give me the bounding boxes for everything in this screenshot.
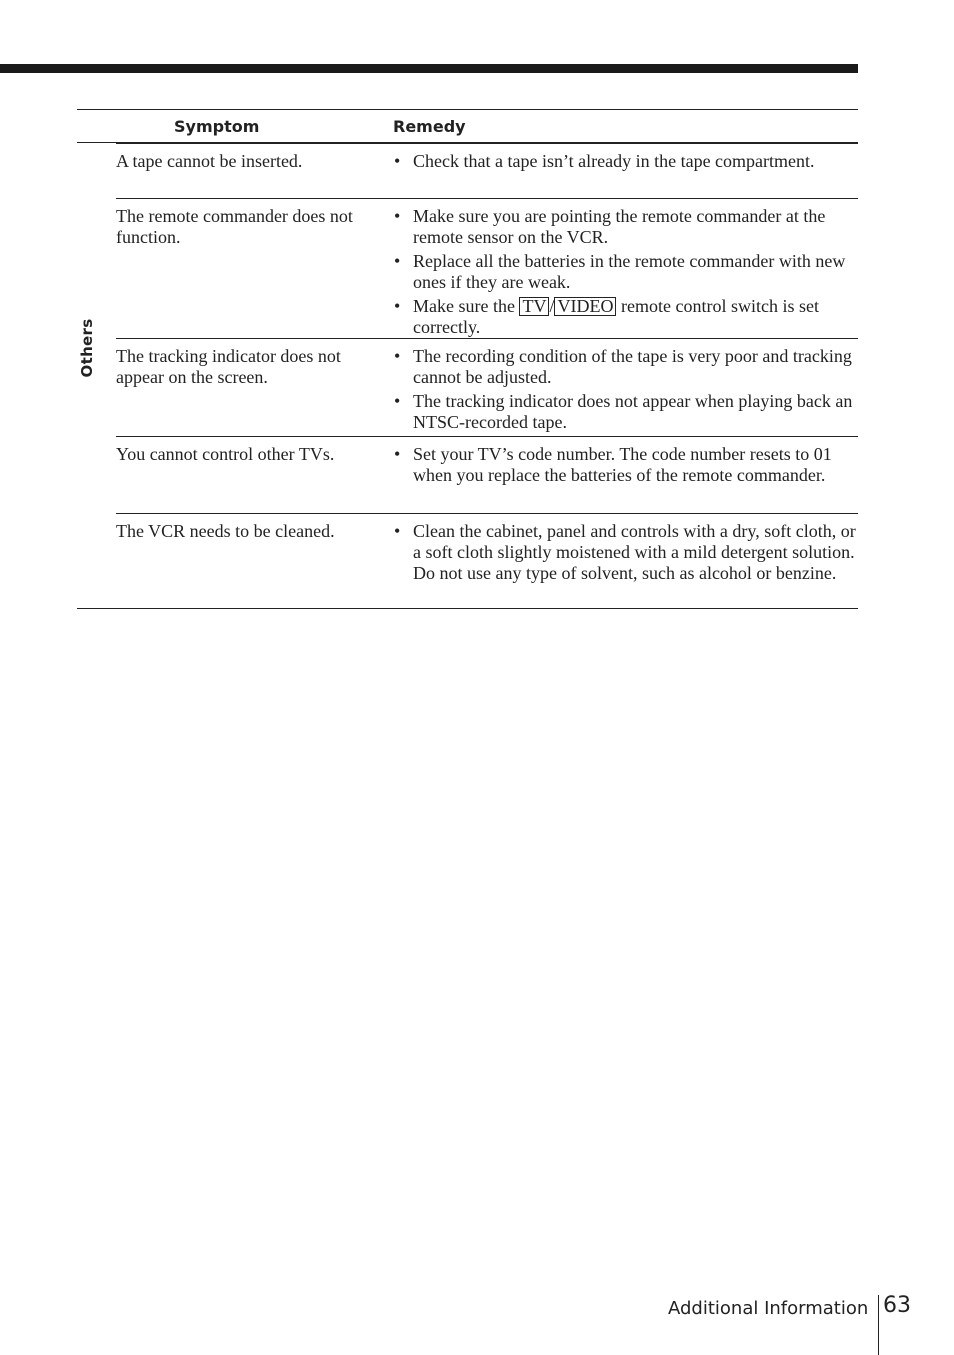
remedy-cell xyxy=(394,339,858,439)
remedy-item: • Check that a tape isn’t already in the tape compartment. xyxy=(394,151,815,171)
troubleshooting-table xyxy=(77,109,858,609)
symptom-cell: The VCR needs to be cleaned. xyxy=(116,521,335,541)
table-row xyxy=(116,143,858,198)
remedy-text: The tracking indicator does not appear when playing back an NTSC-recorded tape. xyxy=(413,391,853,432)
remedy-item: • Set your TV’s code number. The code number resets to 01 when you replace the batteries of the remote commander. xyxy=(394,444,832,485)
table-row xyxy=(116,338,858,436)
remedy-item: • Replace all the batteries in the remote commander with new ones if they are weak. xyxy=(394,251,846,292)
remedy-text: Clean the cabinet, panel and controls with a dry, soft cloth, or a soft cloth slightly moistened with a mild detergent solution. Do not use any type of solvent, such as alcohol or benzine. xyxy=(413,521,856,583)
remedy-cell xyxy=(394,514,858,590)
section-label-text: Others xyxy=(78,318,96,378)
remedy-item: • Make sure you are pointing the remote commander at the remote sensor on the VCR. xyxy=(394,206,826,247)
footer-section-label: Additional Information xyxy=(668,1298,869,1319)
remedy-text: The recording condition of the tape is very poor and tracking cannot be adjusted. xyxy=(413,346,852,387)
tv-switch-label: TV xyxy=(519,297,549,316)
remedy-item: • Clean the cabinet, panel and controls with a dry, soft cloth, or a soft cloth slightly moistened with a mild detergent solution. Do not use any type of solvent, such as alcohol or benzine. xyxy=(394,521,856,583)
footer-divider xyxy=(878,1295,879,1355)
symptom-cell: The tracking indicator does not appear on the screen. xyxy=(116,346,341,387)
table-header xyxy=(77,110,858,143)
remedy-item: • Make sure the TV / VIDEO remote control switch is set correctly. xyxy=(394,296,819,337)
remedy-cell xyxy=(394,144,858,178)
symptom-header: Symptom xyxy=(174,117,260,136)
remedy-cell xyxy=(394,199,858,344)
remedy-item: • The tracking indicator does not appear when playing back an NTSC-recorded tape. xyxy=(394,391,853,432)
page-number: 63 xyxy=(883,1293,911,1318)
symptom-cell: The remote commander does not function. xyxy=(116,206,353,247)
remedy-text: Check that a tape isn’t already in the tape compartment. xyxy=(413,151,815,171)
remedy-text: Replace all the batteries in the remote commander with new ones if they are weak. xyxy=(413,251,846,292)
table-row xyxy=(116,513,858,608)
symptom-cell: A tape cannot be inserted. xyxy=(116,151,303,171)
remedy-header: Remedy xyxy=(393,117,466,136)
switch-separator: / xyxy=(549,296,555,316)
table-row xyxy=(116,436,858,513)
table-row xyxy=(116,198,858,338)
remedy-text-before: Make sure the xyxy=(413,296,515,316)
video-switch-label: VIDEO xyxy=(554,297,616,316)
top-rule xyxy=(0,64,858,73)
remedy-text: Set your TV’s code number. The code number resets to 01 when you replace the batteries of the remote commander. xyxy=(413,444,832,485)
remedy-text-after: remote control switch is set correctly. xyxy=(413,296,819,337)
section-label xyxy=(77,319,97,379)
table-body xyxy=(77,143,858,608)
remedy-text: Make sure you are pointing the remote commander at the remote sensor on the VCR. xyxy=(413,206,826,247)
remedy-item: • The recording condition of the tape is very poor and tracking cannot be adjusted. xyxy=(394,346,852,387)
remedy-cell xyxy=(394,437,858,492)
symptom-cell: You cannot control other TVs. xyxy=(116,444,335,464)
